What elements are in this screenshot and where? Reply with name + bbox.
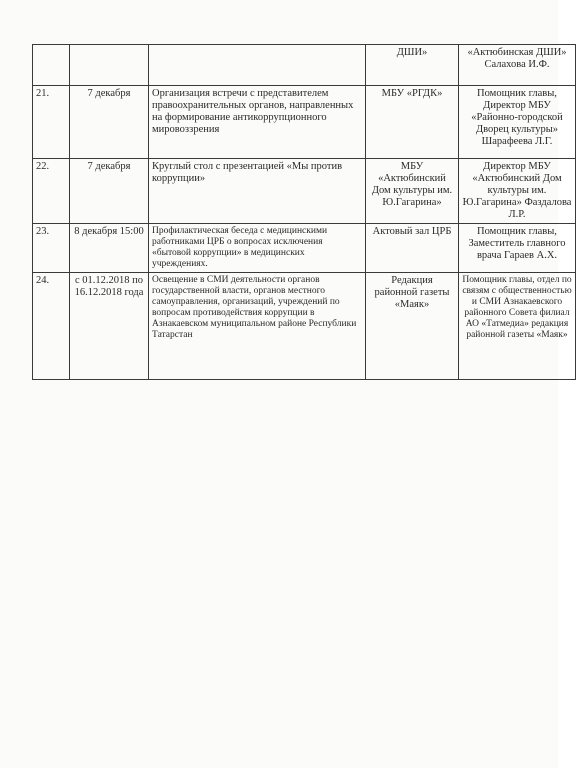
row-place: ДШИ» xyxy=(366,45,459,86)
row-responsible: Помощник главы, отдел по связям с общественностью и СМИ Азнакаевского районного Совета филиал АО «Татмедиа» редакция районной газеты «Маяк» xyxy=(459,273,576,380)
row-number: 24. xyxy=(33,273,70,380)
events-table xyxy=(32,44,576,380)
row-date: с 01.12.2018 по 16.12.2018 года xyxy=(70,273,149,380)
table-row xyxy=(33,45,576,86)
row-date: 7 декабря xyxy=(70,159,149,224)
row-responsible: Помощник главы, Директор МБУ «Районно-городской Дворец культуры» Шарафеева Л.Г. xyxy=(459,86,576,159)
row-place: Актовый зал ЦРБ xyxy=(366,224,459,273)
table-row xyxy=(33,86,576,159)
row-number: 21. xyxy=(33,86,70,159)
row-event xyxy=(149,45,366,86)
row-event: Круглый стол с презентацией «Мы против коррупции» xyxy=(149,159,366,224)
row-event: Освещение в СМИ деятельности органов государственной власти, органов местного самоуправления, организаций, учреждений по вопросам противодействия коррупции в Азнакаевском муниципальном районе Республики Татарстан xyxy=(149,273,366,380)
table-row xyxy=(33,224,576,273)
row-number xyxy=(33,45,70,86)
row-number: 22. xyxy=(33,159,70,224)
row-event: Организация встречи с представителем правоохранительных органов, направленных на формирование антикоррупционного мировоззрения xyxy=(149,86,366,159)
row-place: МБУ «РГДК» xyxy=(366,86,459,159)
row-date: 8 декабря 15:00 xyxy=(70,224,149,273)
table-row xyxy=(33,159,576,224)
row-date xyxy=(70,45,149,86)
row-place: Редакция районной газеты «Маяк» xyxy=(366,273,459,380)
table-row xyxy=(33,273,576,380)
row-event: Профилактическая беседа с медицинскими работниками ЦРБ о вопросах исключения «бытовой коррупции» в медицинских учреждениях. xyxy=(149,224,366,273)
row-responsible: «Актюбинская ДШИ» Салахова И.Ф. xyxy=(459,45,576,86)
row-number: 23. xyxy=(33,224,70,273)
row-responsible: Помощник главы, Заместитель главного врача Гараев А.Х. xyxy=(459,224,576,273)
row-responsible: Директор МБУ «Актюбинский Дом культуры им. Ю.Гагарина» Фаздалова Л.Р. xyxy=(459,159,576,224)
row-date: 7 декабря xyxy=(70,86,149,159)
row-place: МБУ «Актюбинский Дом культуры им. Ю.Гагарина» xyxy=(366,159,459,224)
